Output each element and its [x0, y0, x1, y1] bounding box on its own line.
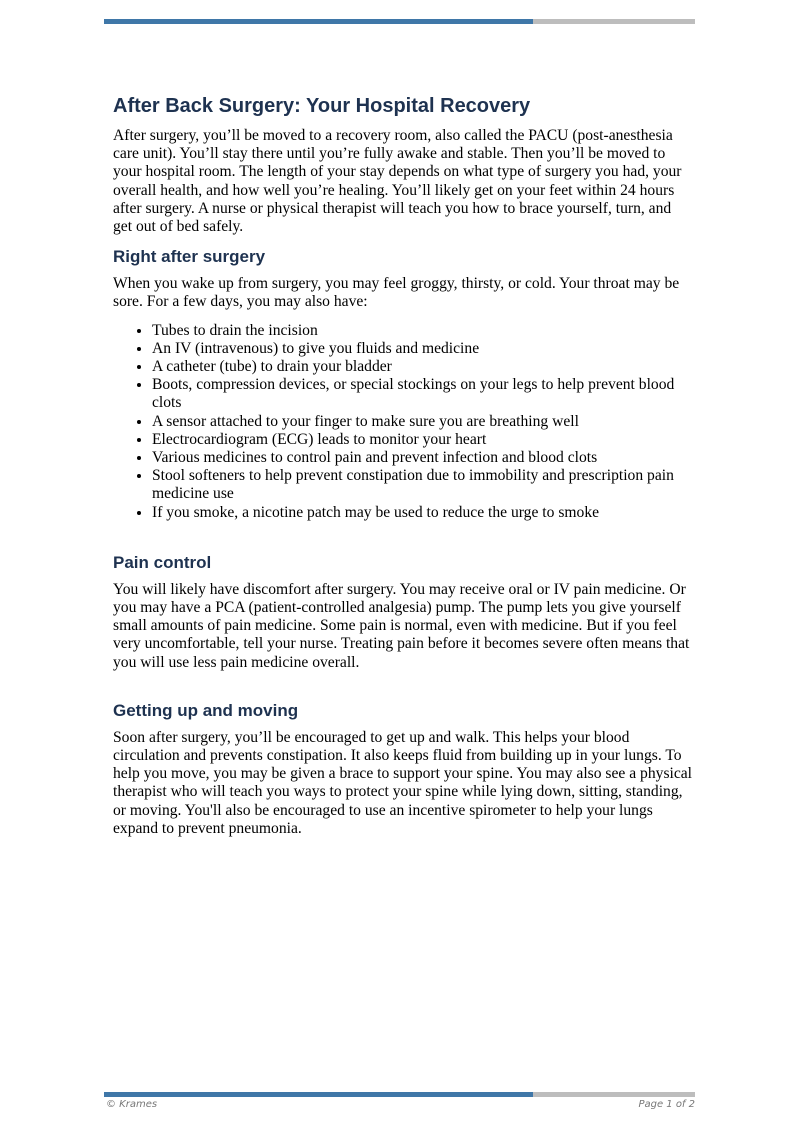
bullet-list	[113, 322, 693, 522]
section-heading: Getting up and moving	[113, 700, 299, 720]
intro-paragraph: After surgery, you’ll be moved to a recovery room, also called the PACU (post-anesthesia care unit). You’ll stay there until you’re fully awake and stable. Then you’ll be moved to your hospital room. The length of your stay depends on what type of surgery you had, your overall health, and how well you’re healing. You’ll likely get on your feet within 24 hours after surgery. A nurse or physical therapist will teach you how to brace yourself, turn, and get out of bed safely.	[113, 127, 682, 236]
document-body	[113, 93, 693, 838]
footer-rule-gray-segment	[533, 1092, 695, 1097]
list-item: • A catheter (tube) to drain your bladder	[152, 358, 693, 376]
footer-rule	[104, 1092, 695, 1097]
list-item: • Various medicines to control pain and prevent infection and blood clots	[152, 449, 693, 467]
header-rule-blue-segment	[104, 19, 533, 24]
section-heading: Pain control	[113, 552, 212, 572]
footer-rule-blue-segment	[104, 1092, 533, 1097]
list-item: • If you smoke, a nicotine patch may be used to reduce the urge to smoke	[152, 504, 693, 522]
section-getting-up-and-moving	[113, 700, 693, 838]
list-item: • Boots, compression devices, or special stockings on your legs to help prevent blood clots	[152, 376, 693, 412]
section-paragraph: When you wake up from surgery, you may feel groggy, thirsty, or cold. Your throat may be sore. For a few days, you may also have:	[113, 275, 680, 311]
header-rule	[104, 19, 695, 24]
list-item: • Tubes to drain the incision	[152, 322, 693, 340]
list-item: • An IV (intravenous) to give you fluids and medicine	[152, 340, 693, 358]
section-paragraph: Soon after surgery, you’ll be encouraged to get up and walk. This helps your blood circulation and prevents constipation. It also keeps fluid from building up in your lungs. To help you move, you may be given a brace to support your spine. You may also see a physical therapist who will teach you ways to protect your spine while lying down, sitting, standing, or moving. You'll also be encouraged to use an incentive spirometer to help your lungs expand to prevent pneumonia.	[113, 728, 693, 837]
section-right-after-surgery	[113, 246, 693, 522]
header-rule-gray-segment	[533, 19, 695, 24]
page-title: After Back Surgery: Your Hospital Recovery	[113, 95, 531, 117]
section-heading: Right after surgery	[113, 247, 266, 267]
page-footer	[106, 1099, 695, 1110]
copyright-text: © Krames	[106, 1099, 158, 1110]
list-item: • Stool softeners to help prevent constipation due to immobility and prescription pain medicine use	[152, 467, 693, 503]
section-pain-control	[113, 552, 693, 672]
page-number: Page 1 of 2	[638, 1099, 695, 1110]
list-item: • A sensor attached to your finger to make sure you are breathing well	[152, 413, 693, 431]
list-item: • Electrocardiogram (ECG) leads to monitor your heart	[152, 431, 693, 449]
section-paragraph: You will likely have discomfort after surgery. You may receive oral or IV pain medicine. Or you may have a PCA (patient-controlled analgesia) pump. The pump lets you give yourself small amounts of pain medicine. Some pain is normal, even with medicine. But if you feel very uncomfortable, tell your nurse. Treating pain before it becomes severe often means that you will use less pain medicine overall.	[113, 580, 690, 671]
